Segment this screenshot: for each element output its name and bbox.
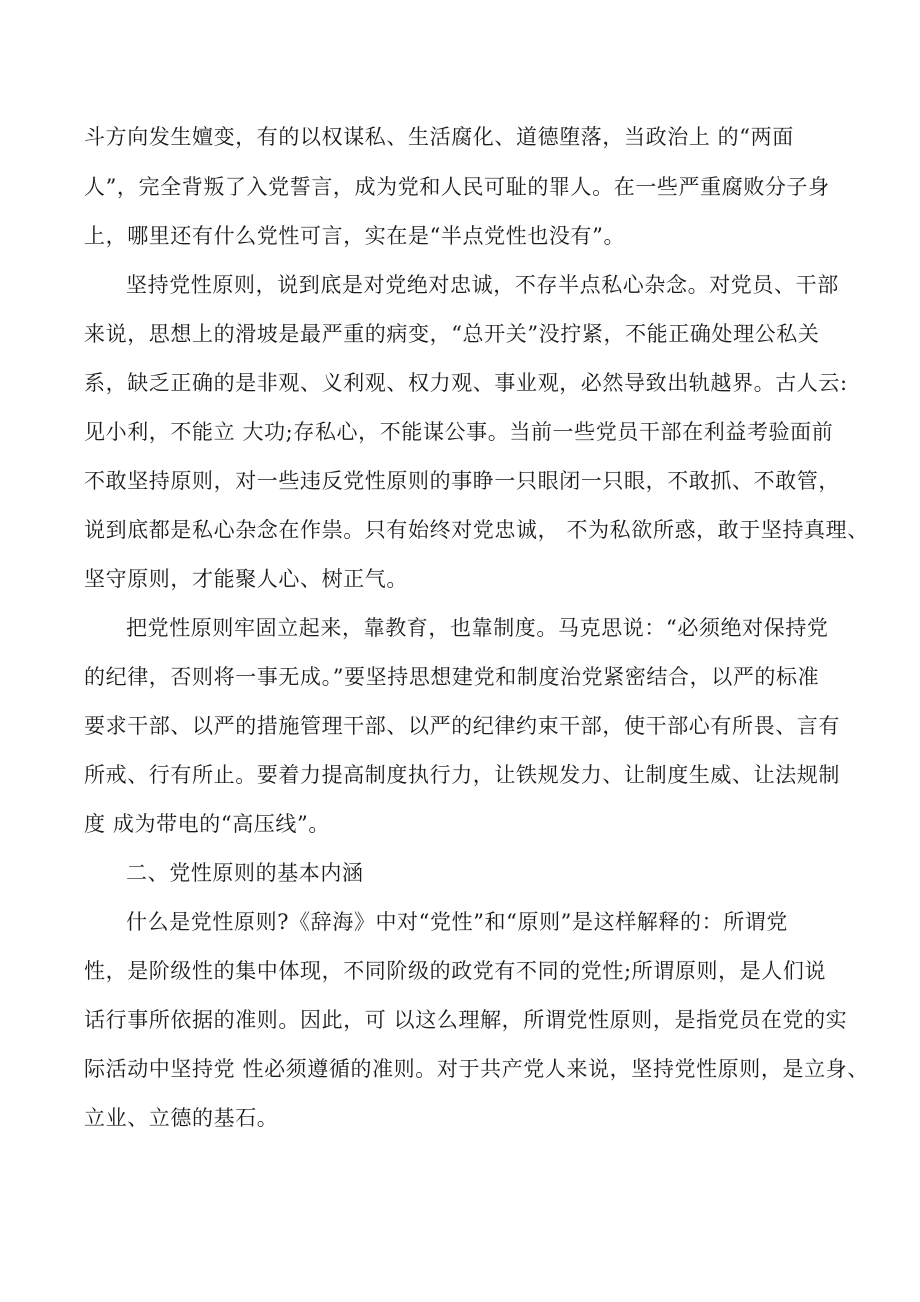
text-line: 度 成为带电的“高压线”。 xyxy=(84,812,330,836)
paragraph-first-line: 什么是党性原则?《辞海》中对“党性”和“原则”是这样解释的：所谓党 xyxy=(126,910,788,934)
text-line: 所戒、行有所止。要着力提高制度执行力，让铁规发力、让制度生威、让法规制 xyxy=(84,763,840,787)
text-line: 话行事所依据的准则。因此，可 以这么理解，所谓党性原则，是指党员在党的实 xyxy=(84,1008,848,1032)
text-line: 不敢坚持原则，对一些违反党性原则的事睁一只眼闭一只眼，不敢抓、不敢管， xyxy=(84,469,840,493)
text-line: 斗方向发生嬗变，有的以权谋私、生活腐化、道德堕落，当政治上 的“两面 xyxy=(84,125,794,149)
text-line: 立业、立德的基石。 xyxy=(84,1106,279,1130)
text-line: 的纪律，否则将一事无成。”要坚持思想建党和制度治党紧密结合，以严的标准 xyxy=(84,665,820,689)
text-line: 要求干部、以严的措施管理干部、以严的纪律约束干部，使干部心有所畏、言有 xyxy=(84,714,840,738)
text-line: 际活动中坚持党 性必须遵循的准则。对于共产党人来说，坚持党性原则，是立身、 xyxy=(84,1057,869,1081)
text-line: 上，哪里还有什么党性可言，实在是“半点党性也没有”。 xyxy=(84,224,626,248)
text-line: 人”，完全背叛了入党誓言，成为党和人民可耻的罪人。在一些严重腐败分子身 xyxy=(84,175,830,199)
text-line: 来说，思想上的滑坡是最严重的病变，“总开关”没拧紧，不能正确处理公私关 xyxy=(84,322,820,346)
paragraph-first-line: 把党性原则牢固立起来，靠教育，也靠制度。马克思说：“必须绝对保持党 xyxy=(126,616,829,640)
paragraph-first-line: 坚持党性原则，说到底是对党绝对忠诚，不存半点私心杂念。对党员、干部 xyxy=(126,273,839,297)
text-line: 坚守原则，才能聚人心、树正气。 xyxy=(84,567,408,591)
text-line: 说到底都是私心杂念在作祟。只有始终对党忠诚， 不为私欲所惑，敢于坚持真理、 xyxy=(84,518,869,542)
text-line: 系，缺乏正确的是非观、义利观、权力观、事业观，必然导致出轨越界。古人云: xyxy=(84,371,848,395)
text-line: 性，是阶级性的集中体现，不同阶级的政党有不同的党性;所谓原则，是人们说 xyxy=(84,959,827,983)
text-line: 见小利，不能立 大功;存私心，不能谋公事。当前一些党员干部在利益考验面前 xyxy=(84,420,834,444)
section-heading: 二、党性原则的基本内涵 xyxy=(126,861,364,885)
